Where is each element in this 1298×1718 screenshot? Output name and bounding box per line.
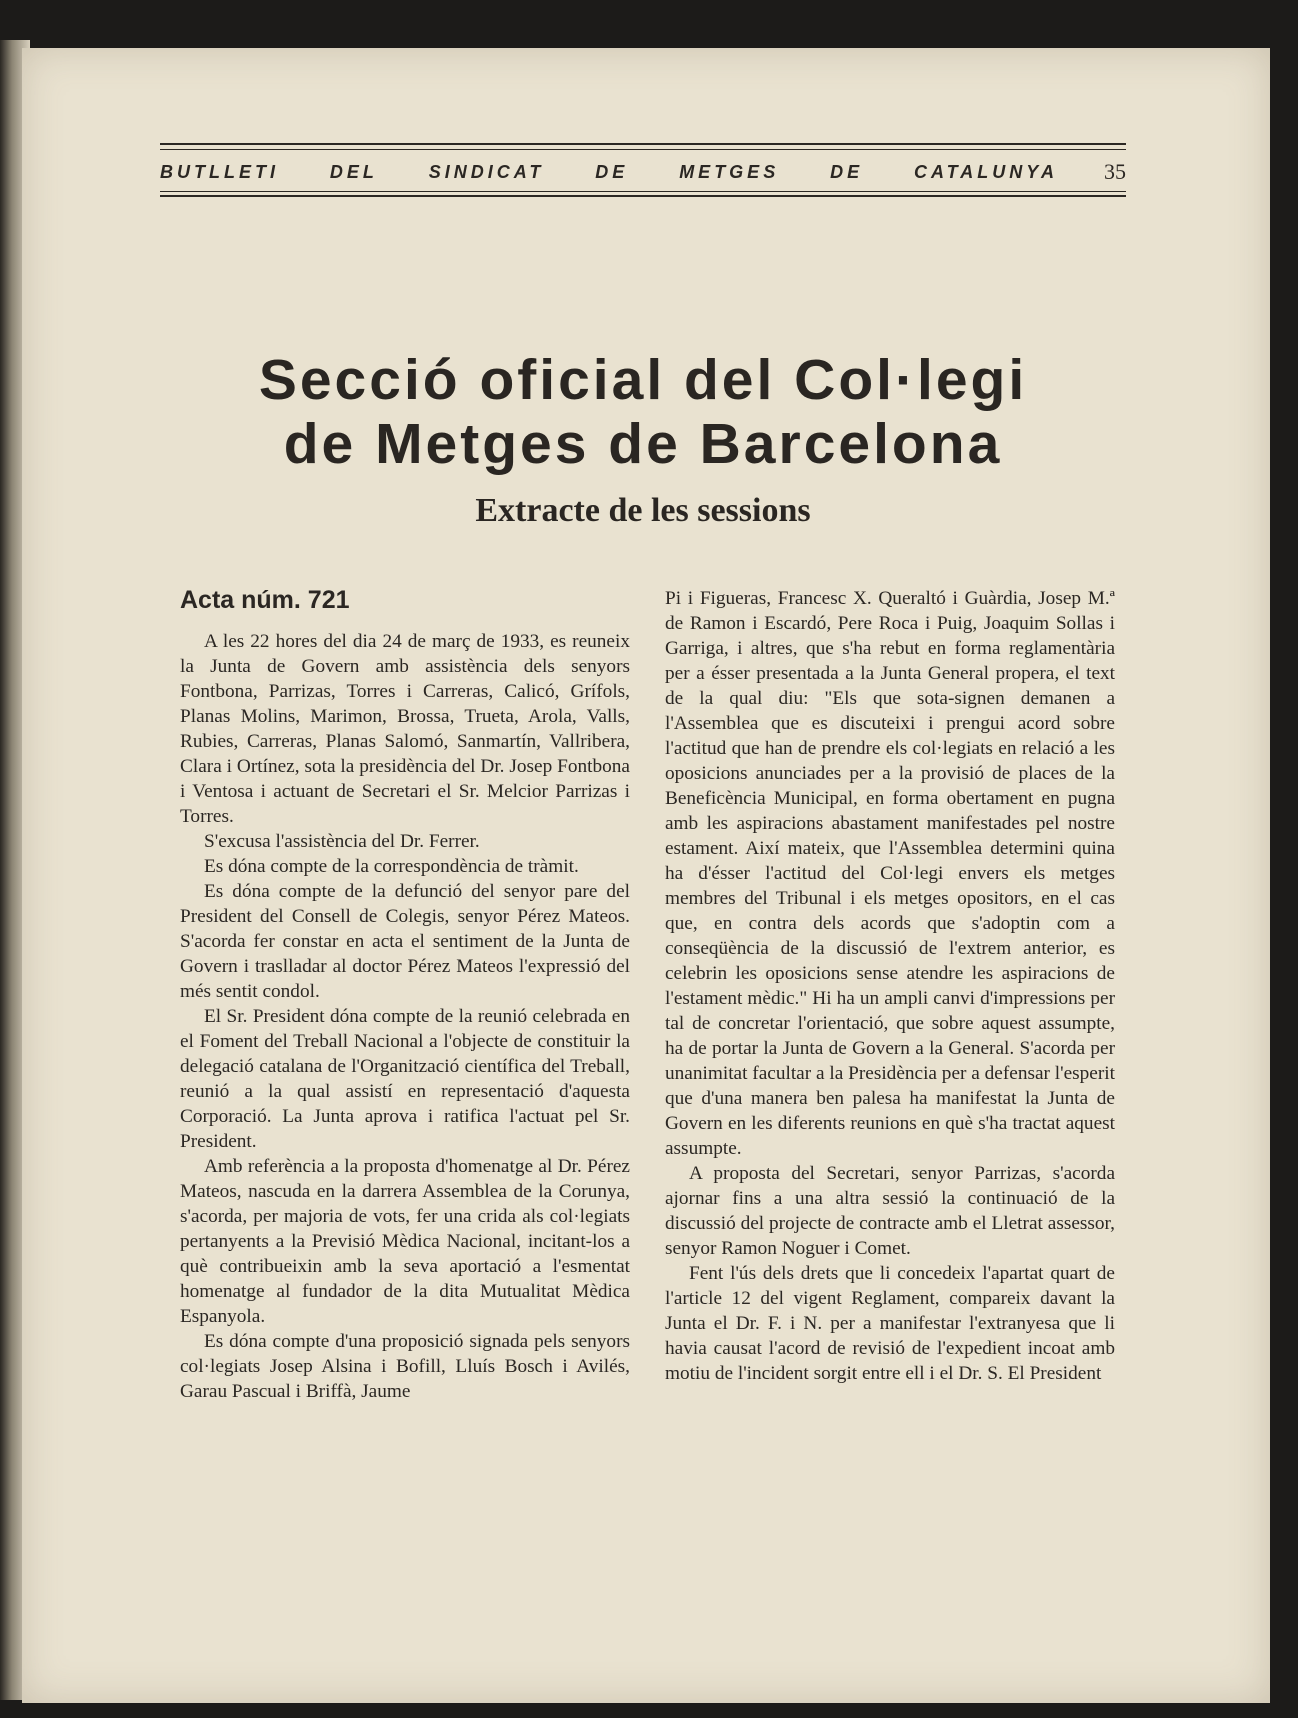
header-word: METGES bbox=[679, 161, 780, 182]
header-rule-bottom bbox=[160, 195, 1126, 197]
paragraph: A les 22 hores del dia 24 de març de 1933, es reuneix la Junta de Govern amb assistència dels senyors Fontbona, Parrizas, Torres i Carreras, Calicó, Grífols, Planas Molins, Marimon, Brossa, Trueta, Arola, Valls, Rubies, Carreras, Planas Salomó, Sanmartín, Vallribera, Clara i Ortínez, sota la presidència del Dr. Josep Fontbona i Ventosa i actuant de Secretari el Sr. Melcior Parrizas i Torres. bbox=[180, 631, 630, 827]
header-word: DEL bbox=[329, 161, 378, 182]
title-line-1: Secció oficial del Col·legi bbox=[258, 348, 1028, 412]
paragraph: El Sr. President dóna compte de la reunió celebrada en el Foment del Treball Nacional a l'objecte de constituir la delegació catalana de l'Organització científica del Treball, reunió a la qual assistí en representació d'aquesta Corporació. La Junta aprova i ratifica l'actuat pel Sr. President. bbox=[180, 1006, 630, 1152]
header-word: SINDICAT bbox=[428, 161, 545, 182]
paragraph: Pi i Figueras, Francesc X. Queraltó i Guàrdia, Josep M.ª de Ramon i Escardó, Pere Roca i Puig, Joaquim Sollas i Garriga, i altres, que s'ha rebut en forma reglamentària per a ésser presentada a la Junta General propera, el text de la qual diu: "Els que sota-signen demanen a l'Assemblea que es discuteixi i prengui acord sobre l'actitud que han de prendre els col·legiats en relació a les oposicions anunciades per a la provisió de places de la Beneficència Municipal, en forma obertament en pugna amb les aspiracions abastament manifestades pel nostre estament. Així mateix, que l'Assemblea determini quina ha d'ésser l'actitud del Col·legi envers els metges membres del Tribunal i els metges opositors, en el cas que, en contra dels acords que s'adoptin com a conseqüència de la discussió de l'extrem anterior, es celebrin les oposicions sense atendre les aspiracions de l'estament mèdic." Hi ha un ampli canvi d'impressions per tal de concretar l'orientació, que sobre aquest assumpte, ha de portar la Junta de Govern a la General. S'acorda per unanimitat facultar a la Presidència per a defensar l'esperit que d'una manera ben palesa ha manifestat la Junta de Govern en les diferents reunions en què s'ha tractat aquest assumpte. bbox=[665, 588, 1115, 1159]
header-word: DE bbox=[595, 161, 629, 182]
paragraph: Es dóna compte de la correspondència de tràmit. bbox=[204, 856, 579, 877]
title-line-2: de Metges de Barcelona bbox=[283, 412, 1003, 476]
section-subtitle: Extracte de les sessions bbox=[475, 492, 811, 529]
paragraph: Amb referència a la proposta d'homenatge al Dr. Pérez Mateos, nascuda en la darrera Assemblea de la Corunya, s'acorda, per majoria de vots, fer una crida als col·legiats pertanyents a la Previsió Mèdica Nacional, incitant-los a què contribueixin amb la seva aportació a l'esmentat homenatge al fundador de la dita Mutualitat Mèdica Espanyola. bbox=[180, 1156, 630, 1327]
paragraph: Es dóna compte d'una proposició signada pels senyors col·legiats Josep Alsina i Bofill, Lluís Bosch i Avilés, Garau Pascual i Briffà, Jaume bbox=[180, 1331, 630, 1402]
text-column-right bbox=[665, 586, 1115, 1386]
paragraph: S'excusa l'assistència del Dr. Ferrer. bbox=[204, 831, 480, 852]
header-word: CATALUNYA bbox=[913, 161, 1058, 182]
page-number: 35 bbox=[1104, 159, 1126, 184]
paragraph: Fent l'ús dels drets que li concedeix l'apartat quart de l'article 12 del vigent Reglament, compareix davant la Junta el Dr. F. i N. per a manifestar l'extranyesa que li havia causat l'acord de revisió de l'expedient incoat amb motiu de l'incident sorgit entre ell i el Dr. S. El President bbox=[665, 1263, 1115, 1384]
header-word: BUTLLETI bbox=[160, 161, 279, 182]
paragraph: A proposta del Secretari, senyor Parrizas, s'acorda ajornar fins a una altra sessió la continuació de la discussió del projecte de contracte amb el Lletrat assessor, senyor Ramon Noguer i Comet. bbox=[665, 1163, 1115, 1259]
text-column-left bbox=[180, 585, 630, 1404]
header-rule-top bbox=[160, 143, 1126, 145]
article-heading: Acta núm. 721 bbox=[180, 586, 350, 614]
paragraph: Es dóna compte de la defunció del senyor pare del President del Consell de Colegis, senyor Pérez Mateos. S'acorda fer constar en acta el sentiment de la Junta de Govern i traslladar al doctor Pérez Mateos l'expressió del més sentit condol. bbox=[180, 881, 630, 1002]
journal-title bbox=[160, 162, 1086, 183]
header-rule-bottom-thin bbox=[160, 191, 1126, 192]
header-word: DE bbox=[830, 161, 864, 182]
running-header bbox=[160, 158, 1126, 186]
section-title bbox=[160, 348, 1126, 476]
header-rule-top-thin bbox=[160, 149, 1126, 150]
